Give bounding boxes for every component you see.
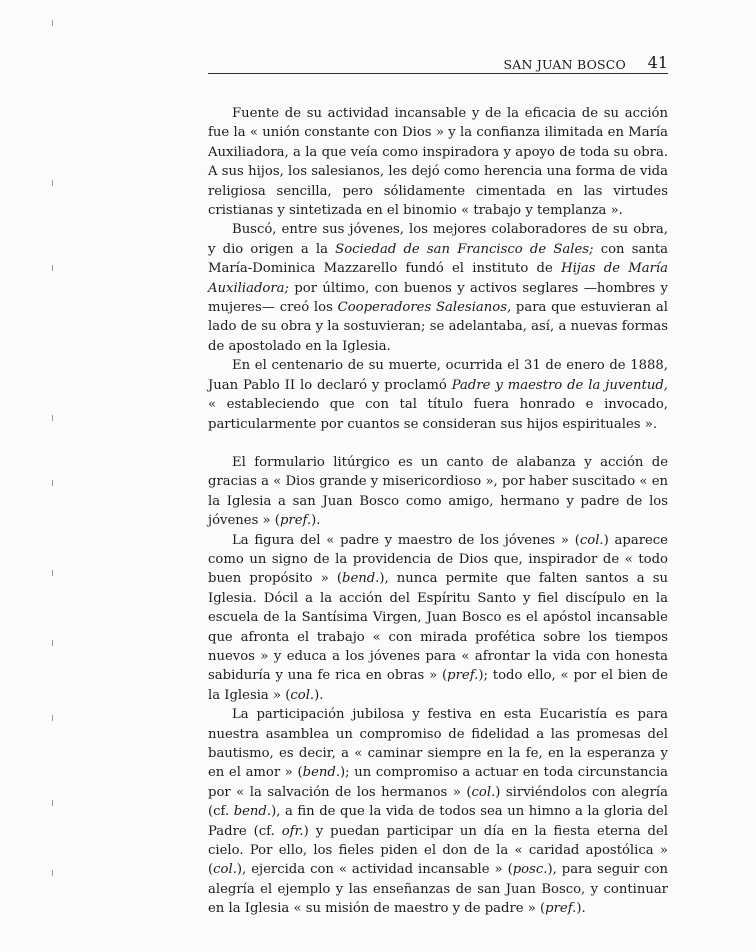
text-run: ); todo ello, « por el bien de la Iglesia » ( [208, 668, 668, 703]
text-run: La participación jubilosa y festiva en esta Eucaristía es para nuestra asamblea un compromiso de fidelidad a las promesas del bautismo, es decir, a « caminar siempre en la fe, en la esperanza y en el amor » ( [208, 707, 668, 781]
paragraph-3 [208, 356, 668, 434]
text-run: ); un compromiso a actuar en toda circunstancia por « la salvación de los hermanos » ( [208, 765, 668, 800]
italic-run: Sociedad de san Francisco de Sales; [335, 241, 594, 257]
text-run: La figura del « padre y maestro de los jóvenes » ( [232, 532, 580, 548]
text-run: con santa María-Dominica Mazzarello fundó el instituto de [208, 241, 668, 277]
text-run: ). [314, 687, 324, 703]
italic-run: Hijas de María Auxiliadora; [208, 261, 668, 296]
text-run: Fuente de su actividad incansable y de la eficacia de su acción fue la « unión constante con Dios » y la confianza ilimitada en María Auxiliadora, a la que veía como inspiradora y apoyo de toda su obra. A sus hijos, los salesianos, les dejó como herencia una forma de vida religiosa sencilla, pero sólidamente cimentada en las virtudes cristianas y sintetizada en el binomio « trabajo y templanza ». [208, 106, 668, 219]
text-run: En el centenario de su muerte, ocurrida el 31 de enero de 1888, Juan Pablo II lo declaró y proclamó [208, 358, 668, 393]
text-run: Buscó, entre sus jóvenes, los mejores colaboradores de su obra, y dio origen a la [208, 222, 668, 257]
text-run: ). [576, 901, 586, 917]
text-run: ), ejercida con « actividad incansable » ( [236, 862, 513, 878]
text-run: ) aparece como un signo de la providencia de Dios que, inspirador de « todo buen propósito » ( [208, 532, 668, 587]
italic-run: col. [471, 784, 496, 800]
text-run: ), para seguir con alegría el ejemplo y las enseñanzas de san Juan Bosco, y continuar en la Iglesia « su misión de maestro y de padre » ( [208, 862, 668, 917]
italic-run: ofr. [281, 823, 304, 839]
italic-run: col. [290, 687, 315, 703]
text-run: ) y puedan participar un día en la fiesta eterna del cielo. Por ello, los fieles piden el don de la « caridad apostólica » ( [208, 823, 668, 878]
paragraph-1 [208, 104, 668, 220]
text-run: El formulario litúrgico es un canto de alabanza y acción de gracias a « Dios grande y misericordioso », por haber suscitado « en la Iglesia a san Juan Bosco como amigo, hermano y padre de los jóvenes » ( [208, 454, 668, 529]
italic-run: col. [579, 532, 604, 548]
italic-run: Cooperadores Salesianos, [337, 300, 512, 316]
italic-run: bend. [342, 571, 380, 587]
body-text [208, 104, 668, 919]
italic-run: Padre y maestro de la juventud, [451, 377, 668, 393]
italic-run: posc. [512, 862, 548, 878]
header-rule [208, 73, 668, 74]
running-header [208, 52, 668, 74]
paragraph-5 [208, 531, 668, 706]
text-run: por último, con buenos y activos seglares —hombres y mujeres— creó los [208, 280, 668, 316]
text-run: ). [311, 513, 321, 529]
paragraph-6 [208, 705, 668, 918]
italic-run: pref. [447, 668, 479, 684]
text-run: para que estuvieran al lado de su obra y la sostuvieran; se adelantaba, así, a nuevas formas de apostolado en la Iglesia. [208, 300, 668, 354]
italic-run: bend. [302, 765, 341, 781]
text-run: ), nunca permite que falten santos a su Iglesia. Dócil a la acción del Espíritu Santo y fiel discípulo en la escuela de la Santísima Virgen, Juan Bosco es el apóstol incansable que afronta el trabajo « con mirada profética sobre los tiempos nuevos » y educa a los jóvenes para « afrontar la vida con honesta sabiduría y una fe rica en obras » ( [208, 571, 668, 684]
italic-run: col. [213, 862, 237, 878]
italic-run: pref. [545, 901, 577, 917]
running-title: SAN JUAN BOSCO [503, 57, 626, 72]
paragraph-4 [208, 453, 668, 531]
page-number: 41 [647, 53, 668, 72]
text-run: « estableciendo que con tal título fuera honrado e invocado, particularmente por cuantos se consideran sus hijos espirituales ». [208, 397, 668, 432]
italic-run: bend. [233, 804, 272, 820]
text-run: ) sirviéndolos con alegría (cf. [208, 784, 668, 820]
italic-run: pref. [279, 513, 312, 529]
paragraph-2 [208, 220, 668, 356]
text-run: ), a fin de que la vida de todos sea un himno a la gloria del Padre (cf. [208, 804, 668, 839]
